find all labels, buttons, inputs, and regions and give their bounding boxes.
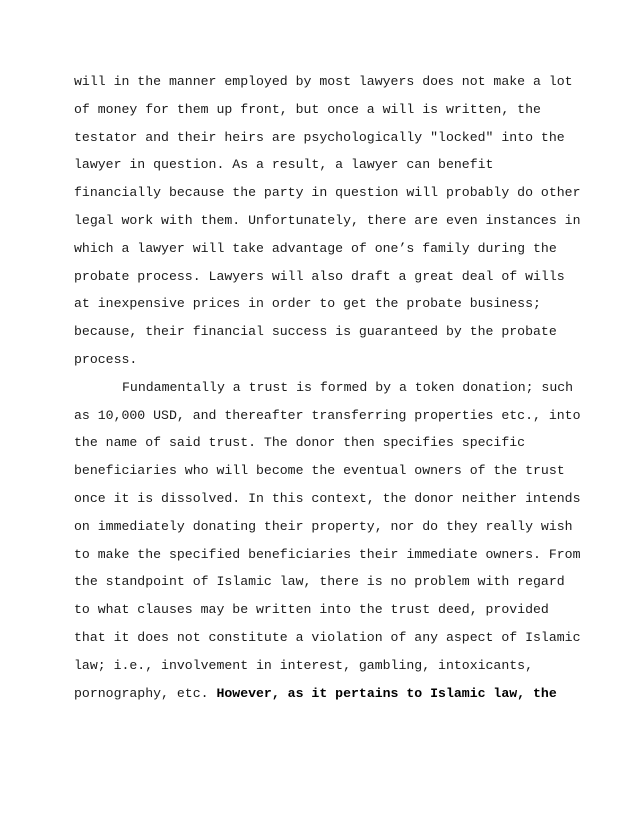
text-line: process. [74,351,138,367]
text-line: on immediately donating their property, nor do they really wish [74,518,573,534]
paragraph-1 [74,68,581,374]
text-line: of money for them up front, but once a will is written, the [74,101,541,117]
text-line: once it is dissolved. In this context, the donor neither intends [74,490,581,506]
paragraph-2 [74,374,581,708]
text-line: the name of said trust. The donor then specifies specific [74,435,526,451]
text-line: will in the manner employed by most lawyers does not make a lot [74,74,573,89]
text-line: to what clauses may be written into the trust deed, provided [74,602,549,618]
text-line: because, their financial success is guaranteed by the probate [74,324,557,340]
body-text [74,68,581,707]
plain-text-run: pornography, etc. [74,685,217,701]
text-line: as 10,000 USD, and thereafter transferring properties etc., into [74,407,581,423]
text-line: beneficiaries who will become the eventual owners of the trust [74,463,565,479]
text-line: Fundamentally a trust is formed by a token donation; such [122,379,574,395]
text-line: financially because the party in question will probably do other [74,185,581,201]
text-line: which a lawyer will take advantage of one’s family during the [74,240,557,256]
text-line: at inexpensive prices in order to get the probate business; [74,296,541,312]
text-line: law; i.e., involvement in interest, gambling, intoxicants, [74,657,533,673]
text-line: legal work with them. Unfortunately, there are even instances in [74,212,581,228]
text-line: that it does not constitute a violation of any aspect of Islamic [74,629,581,645]
text-line: lawyer in question. As a result, a lawyer can benefit [74,157,494,173]
text-line-mixed [74,680,574,708]
text-line: probate process. Lawyers will also draft a great deal of wills [74,268,565,284]
text-line: testator and their heirs are psychologically "locked" into the [74,129,565,145]
bold-text-run: However, as it pertains to Islamic law, the [216,685,557,701]
text-line: the standpoint of Islamic law, there is no problem with regard [74,574,565,590]
text-line: to make the specified beneficiaries their immediate owners. From [74,546,581,562]
